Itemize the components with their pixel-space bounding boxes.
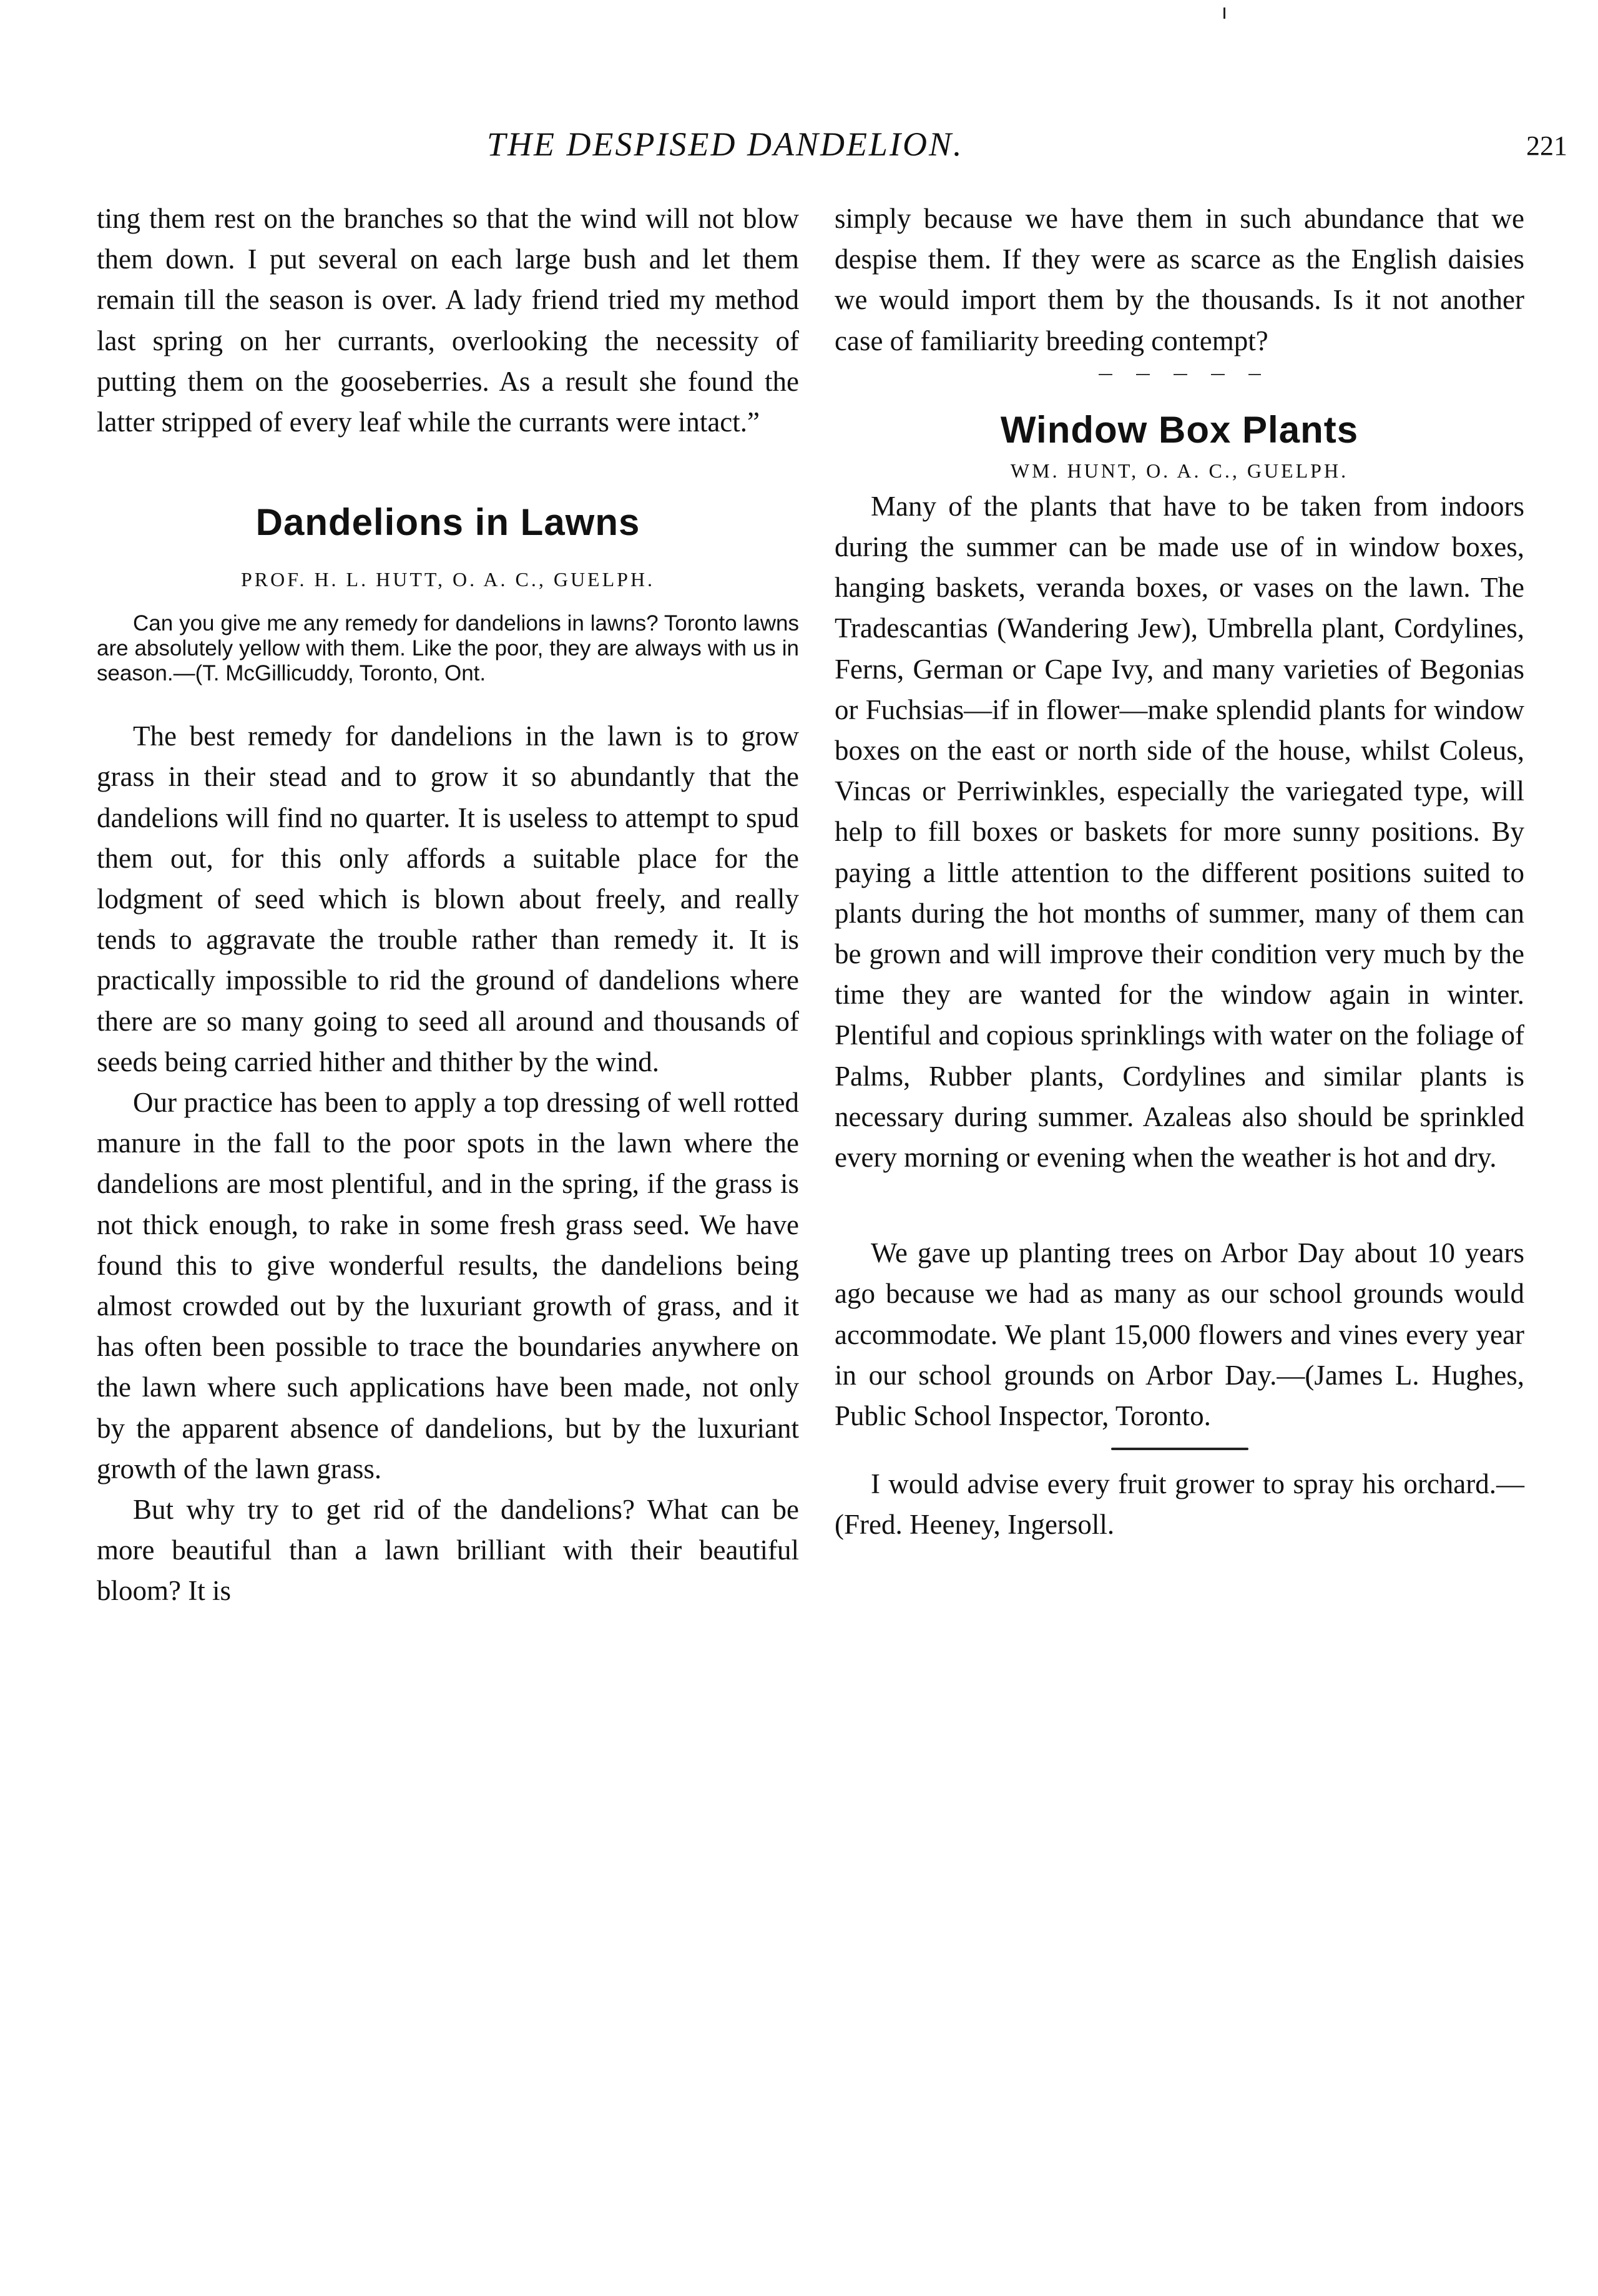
- running-head: THE DESPISED DANDELION.: [487, 125, 964, 163]
- reader-query: Can you give me any remedy for dandelions in lawns? Toronto lawns are absolutely yellow with them. Like the poor, they are always with us in season.—(T. McGillicuddy, Toronto, Ont.: [97, 611, 799, 686]
- page-number: 221: [1526, 130, 1567, 161]
- body-paragraph: Our practice has been to apply a top dressing of well rotted manure in the fall to the poor spots in the lawn where the dandelions are most plentiful, and in the spring, if the grass is not thick enough, to rake in some fresh grass seed. We have found this to give wonderful results, the dandelions being almost crowded out by the luxuriant growth of grass, and it has often been possible to trace the boundaries anywhere on the lawn where such applications have been made, not only by the apparent absence of dandelions, but by the luxuriant growth of the lawn grass.: [97, 1087, 799, 1484]
- continued-paragraph: simply because we have them in such abundance that we despise them. If they were as scarce as the English daisies we would import them by the thousands. Is it not another case of familiarity breeding contempt?: [835, 203, 1524, 356]
- quote-note: I would advise every fruit grower to spray his orchard.—(Fred. Heeney, Ingersoll.: [835, 1468, 1524, 1541]
- article-title: Dandelions in Lawns: [255, 501, 640, 544]
- scan-mark: [1223, 7, 1225, 19]
- continued-paragraph: ting them rest on the branches so that the wind will not blow them down. I put several on each large bush and let them remain till the season is over. A lady friend tried my method last spring on her currants, overlooking the necessity of putting them on the gooseberries. As a result she found the latter stripped of every leaf while the currants were intact.”: [97, 203, 799, 438]
- right-column: [835, 199, 1524, 1546]
- body-paragraph: Many of the plants that have to be taken from indoors during the summer can be made use of in window boxes, hanging baskets, veranda boxes, or vases on the lawn. The Tradescantias (Wandering Jew), Umbrella plant, Cordylines, Ferns, German or Cape Ivy, and many varieties of Begonias or Fuchsias—if in flower—make splendid plants for window boxes on the east or north side of the house, whilst Coleus, Vincas or Perriwinkles, especially the variegated type, will help to fill boxes or baskets for more sunny positions. By paying a little attention to the different positions suited to plants during the hot months of summer, many of them can be grown and will improve their condition very much by the time they are wanted for the window again in winter. Plentiful and copious sprinklings with water on the foliage of Palms, Rubber plants, Cordylines and similar plants is necessary during summer. Azaleas also should be sprinkled every morning or evening when the weather is hot and dry.: [835, 490, 1524, 1174]
- article-byline: PROF. H. L. HUTT, O. A. C., GUELPH.: [240, 568, 655, 591]
- body-paragraph: The best remedy for dandelions in the lawn is to grow grass in their stead and to grow it so abundantly that the dandelions will find no quarter. It is useless to attempt to spud them out, for this only affords a suitable place for the lodgment of seed which is blown about freely, and really tends to aggravate the trouble rather than remedy it. It is practically impossible to rid the ground of dandelions where there are so many going to seed all around and thousands of seeds being carried hither and thither by the wind.: [97, 720, 799, 1077]
- article-byline: WM. HUNT, O. A. C., GUELPH.: [1010, 459, 1349, 482]
- left-column: [97, 199, 799, 1612]
- section-divider: [1111, 1448, 1248, 1450]
- quote-note: We gave up planting trees on Arbor Day about 10 years ago because we had as many as our school grounds would accommodate. We plant 15,000 flowers and vines every year in our school grounds on Arbor Day.—(James L. Hughes, Public School Inspector, Toronto.: [835, 1237, 1524, 1432]
- body-paragraph: But why try to get rid of the dandelions? What can be more beautiful than a lawn brilliant with their beautiful bloom? It is: [97, 1494, 799, 1607]
- article-title: Window Box Plants: [1000, 408, 1359, 451]
